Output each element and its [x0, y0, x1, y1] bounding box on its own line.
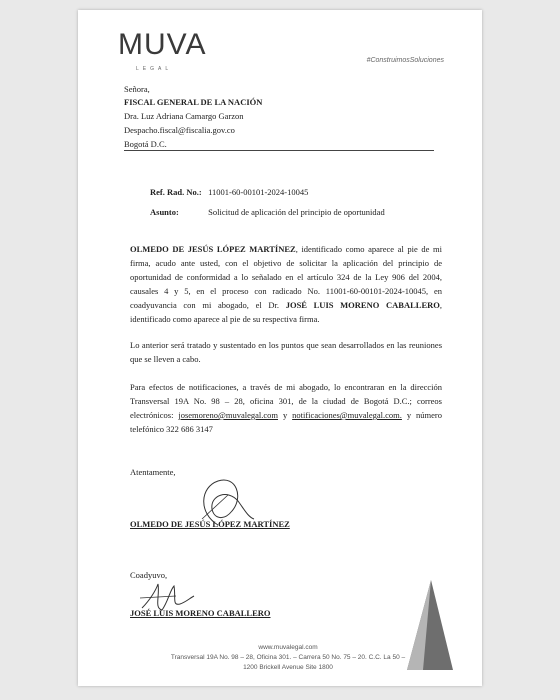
header-hashtag: #ConstruimosSoluciones — [366, 57, 444, 64]
reference-value: 11001-60-00101-2024-10045 — [208, 187, 309, 197]
paragraph-request: OLMEDO DE JESÚS LÓPEZ MARTÍNEZ, identificado como aparece al pie de mi firma, acudo ante usted, con el objetivo de solicitar la aplicación del principio de oportunidad de conformidad a lo señalado en el artículo 324 de la Ley 906 del 2004, causales 4 y 5, en el proceso con radicado No. 11001-60-00101-2024-10045, en coadyuvancia con mi abogado, el Dr. JOSÉ LUIS MORENO CABALLERO, identificado como aparece al pie de su respectiva firma. — [130, 244, 442, 324]
document-page — [78, 10, 482, 686]
lawyer-name: JOSÉ LUIS MORENO CABALLERO — [285, 300, 440, 310]
signer-name-moreno: JOSÉ LUIS MORENO CABALLERO — [130, 608, 271, 618]
subject-line — [150, 207, 385, 217]
closing: Atentamente, — [130, 467, 176, 477]
paragraph-treatment: Lo anterior será tratado y sustentado en los puntos que sean desarrollados en las reuniones que se lleven a cabo. — [130, 340, 442, 364]
company-logo-subtitle: LEGAL — [136, 66, 173, 72]
paragraph-notifications: Para efectos de notificaciones, a través de mi abogado, lo encontraran en la dirección Transversal 19A No. 98 – 28, oficina 301, de la ciudad de Bogotá D.C.; correos electrónicos: josemoreno@muvalegal.com y notificaciones@muvalegal.com. y número telefónico 322 686 3147 — [130, 382, 442, 434]
recipient-name: Dra. Luz Adriana Camargo Garzon — [124, 111, 244, 121]
header-divider — [124, 150, 434, 151]
footer-address-2: 1200 Brickell Avenue Site 1800 — [243, 664, 333, 671]
email-link-notificaciones[interactable]: notificaciones@muvalegal.com. — [292, 410, 402, 420]
petitioner-name: OLMEDO DE JESÚS LÓPEZ MARTÍNEZ — [130, 244, 296, 254]
subject-value: Solicitud de aplicación del principio de oportunidad — [208, 207, 385, 217]
recipient-city: Bogotá D.C. — [124, 139, 167, 149]
company-logo: MUVA — [118, 28, 207, 61]
subject-label: Asunto: — [150, 207, 179, 217]
reference-line — [150, 187, 308, 197]
recipient-email: Despacho.fiscal@fiscalia.gov.co — [124, 125, 235, 135]
coadyuvo-label: Coadyuvo, — [130, 570, 168, 580]
email-link-josemoreno[interactable]: josemoreno@muvalegal.com — [178, 410, 279, 420]
footer-address: Transversal 19A No. 98 – 28, Oficina 301. – Carrera 50 No. 75 – 20. C.C. La 50 – — [170, 654, 406, 661]
salutation: Señora, — [124, 84, 150, 94]
signer-name-olmedo: OLMEDO DE JESÚS LÓPEZ MARTÍNEZ — [130, 519, 290, 529]
recipient-title: FISCAL GENERAL DE LA NACIÓN — [124, 97, 263, 107]
footer-website: www.muvalegal.com — [258, 644, 318, 651]
reference-label: Ref. Rad. No.: — [150, 187, 202, 197]
